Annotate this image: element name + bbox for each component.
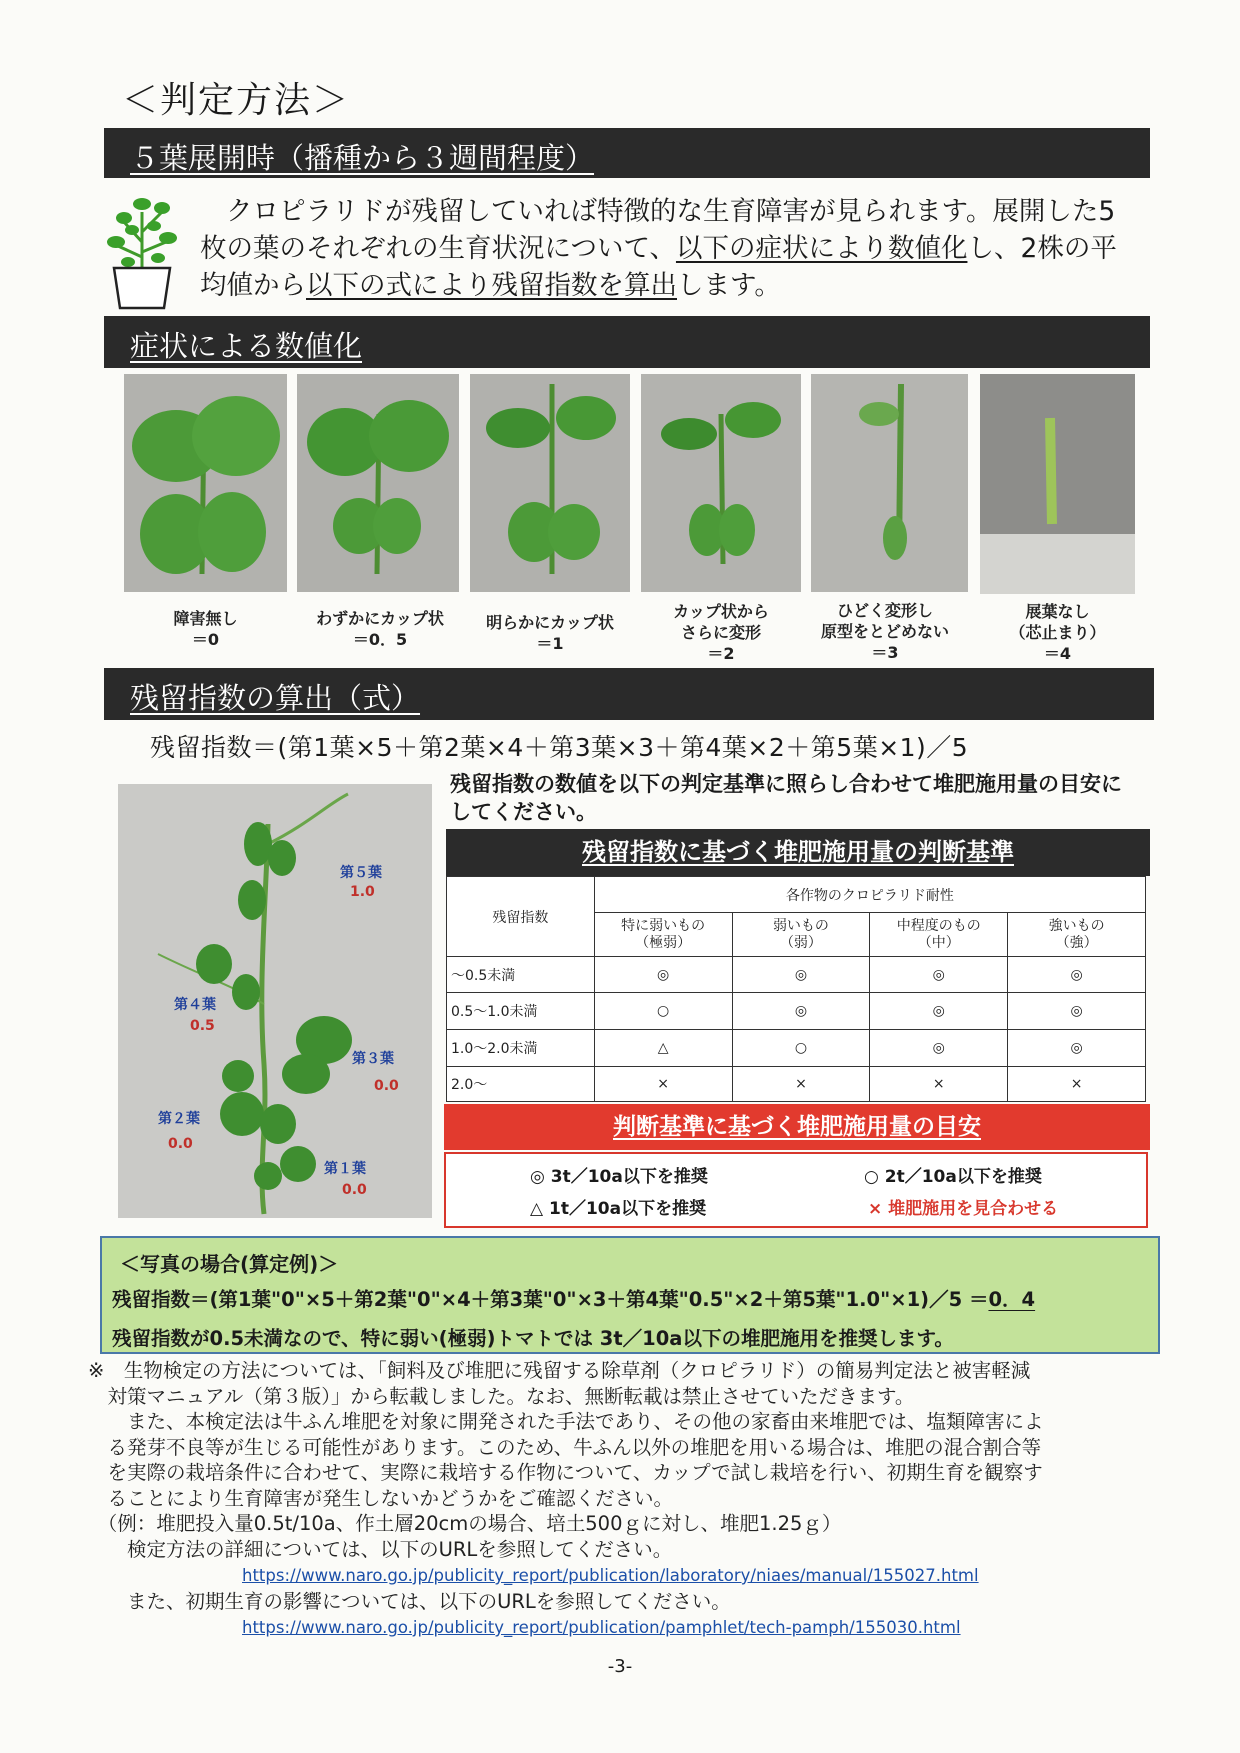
leaf2-value: 0.0 bbox=[168, 1136, 193, 1152]
group-header-cell: 各作物のクロピラリド耐性 bbox=[594, 877, 1145, 913]
leaf1-label: 第１葉 bbox=[324, 1161, 366, 1177]
sample-plant-photo bbox=[118, 784, 432, 1218]
section-heading-text: 残留指数の算出（式） bbox=[130, 681, 421, 715]
leaf-photo-2 bbox=[470, 374, 630, 592]
leaf-photo-3 bbox=[641, 374, 801, 592]
leaf3-value: 0.0 bbox=[374, 1078, 399, 1094]
criteria-table bbox=[446, 876, 1146, 1102]
leaf-photo-5 bbox=[980, 374, 1135, 594]
manual-url-link[interactable]: https://www.naro.go.jp/publicity_report/publication/laboratory/niaes/manual/155027.html bbox=[242, 1566, 979, 1585]
table-row: 0.5～1.0未満 ○ ◎ ◎ ◎ bbox=[447, 993, 1146, 1030]
table-row: 1.0～2.0未満 △ ○ ◎ ◎ bbox=[447, 1030, 1146, 1067]
table-row: ～0.5未満 ◎ ◎ ◎ ◎ bbox=[447, 957, 1146, 993]
section-heading-formula bbox=[104, 668, 1154, 720]
table-row: 2.0～ × × × × bbox=[447, 1067, 1146, 1102]
pamphlet-url-link[interactable]: https://www.naro.go.jp/publicity_report/publication/pamphlet/tech-pamph/155030.html bbox=[242, 1618, 961, 1637]
leaf4-value: 0.5 bbox=[190, 1018, 215, 1034]
page-title: ＜判定方法＞ bbox=[122, 80, 351, 121]
legend-item-double-circle: ◎ 3t／10a以下を推奨 bbox=[530, 1167, 708, 1187]
col-header-2: 中程度のもの （中） bbox=[870, 913, 1008, 957]
col-header-0: 特に弱いもの （極弱） bbox=[594, 913, 732, 957]
caption-0: 障害無し ＝0 bbox=[173, 609, 238, 649]
example-conclusion: 残留指数が0.5未満なので、特に弱い(極弱)トマトでは 3t／10a以下の堆肥施用を推奨します。 bbox=[112, 1327, 954, 1350]
section-heading-text: ５葉展開時（播種から３週間程度） bbox=[130, 141, 595, 175]
caption-1: わずかにカップ状 ＝0．5 bbox=[316, 609, 444, 649]
formula-text: 残留指数＝(第1葉×5＋第2葉×4＋第3葉×3＋第4葉×2＋第5葉×1)／5 bbox=[150, 733, 969, 762]
intro-paragraph: クロピラリドが残留していれば特徴的な生育障害が見られます。展開した5枚の葉のそれぞれの生育状況について、以下の症状により数値化し、2株の平均値から以下の式により残留指数を算出します。 bbox=[200, 196, 1117, 301]
caption-4: ひどく変形し 原型をとどめない ＝3 bbox=[820, 601, 949, 662]
example-box bbox=[100, 1236, 1160, 1354]
leaf-photo-0 bbox=[124, 374, 287, 592]
footer-notes: ※ 生物検定の方法については、「飼料及び堆肥に残留する除草剤（クロピラリド）の簡易判定法と被害軽減 対策マニュアル（第３版）」から転載しました。なお、無断転載は禁止させていただきます。 また、本検定法は牛ふん堆肥を対象に開発された手法であり、その他の家畜由来堆肥では、塩類障害によ る発芽不良等が生じる可能性があります。このため、牛ふん以外の堆肥を用いる場合は、堆肥の混合割合等 を実際の栽培条件に合わせて、実際に栽培する作物について、カップで試し栽培を行い、初期生育を観察す ることにより生育障害が発生しないかどうかをご確認ください。 （例：堆肥投入量0.5t/10a、作土層20cmの場合、培土500ｇに対し、堆肥1.25ｇ） 検定方法の詳細については、以下のURLを参照してください。 https://www.naro.go.jp/publicity_report/publication/laboratory/niaes/manual/155027.html また、初期生育の影響については、以下のURLを参照してください。 https://www.naro.go.jp/publicity_report/publication/pamphlet/tech-pamph/155030.html bbox=[88, 1359, 1044, 1637]
section-heading-text: 症状による数値化 bbox=[130, 329, 363, 363]
row-header-cell: 残留指数 bbox=[447, 877, 595, 957]
guideline-title: 判断基準に基づく堆肥施用量の目安 bbox=[444, 1104, 1150, 1150]
section-heading-symptoms bbox=[104, 316, 1150, 368]
legend-item-triangle: △ 1t／10a以下を推奨 bbox=[530, 1199, 707, 1219]
example-formula: 残留指数＝(第1葉"0"×5＋第2葉"0"×4＋第3葉"0"×3＋第4葉"0.5"×2＋第5葉"1.0"×1)／5 ＝0．4 bbox=[112, 1288, 1036, 1311]
potted-plant-icon bbox=[104, 182, 180, 310]
leaf2-label: 第２葉 bbox=[158, 1111, 200, 1127]
leaf3-label: 第３葉 bbox=[352, 1051, 394, 1067]
caption-3: カップ状から さらに変形 ＝2 bbox=[673, 602, 769, 663]
caption-5: 展葉なし （芯止まり） ＝4 bbox=[1009, 602, 1106, 663]
caption-2: 明らかにカップ状 ＝1 bbox=[486, 613, 614, 653]
example-title: ＜写真の場合(算定例)＞ bbox=[120, 1252, 339, 1276]
leaf5-label: 第５葉 bbox=[340, 865, 382, 881]
legend-item-circle: ○ 2t／10a以下を推奨 bbox=[864, 1167, 1042, 1187]
page-number: -3- bbox=[607, 1656, 633, 1677]
guideline-legend bbox=[444, 1152, 1148, 1228]
legend-item-cross: × 堆肥施用を見合わせる bbox=[868, 1199, 1059, 1219]
leaf-photo-4 bbox=[811, 374, 968, 592]
leaf5-value: 1.0 bbox=[350, 884, 375, 900]
col-header-3: 強いもの （強） bbox=[1008, 913, 1146, 957]
col-header-1: 弱いもの （弱） bbox=[732, 913, 870, 957]
leaf4-label: 第４葉 bbox=[174, 997, 216, 1013]
criteria-note: 残留指数の数値を以下の判定基準に照らし合わせて堆肥施用量の目安にしてください。 bbox=[450, 772, 1122, 824]
section-heading-5-leaf bbox=[104, 128, 1150, 178]
leaf1-value: 0.0 bbox=[342, 1182, 367, 1198]
leaf-photo-1 bbox=[297, 374, 459, 592]
criteria-table-title: 残留指数に基づく堆肥施用量の判断基準 bbox=[446, 829, 1150, 876]
